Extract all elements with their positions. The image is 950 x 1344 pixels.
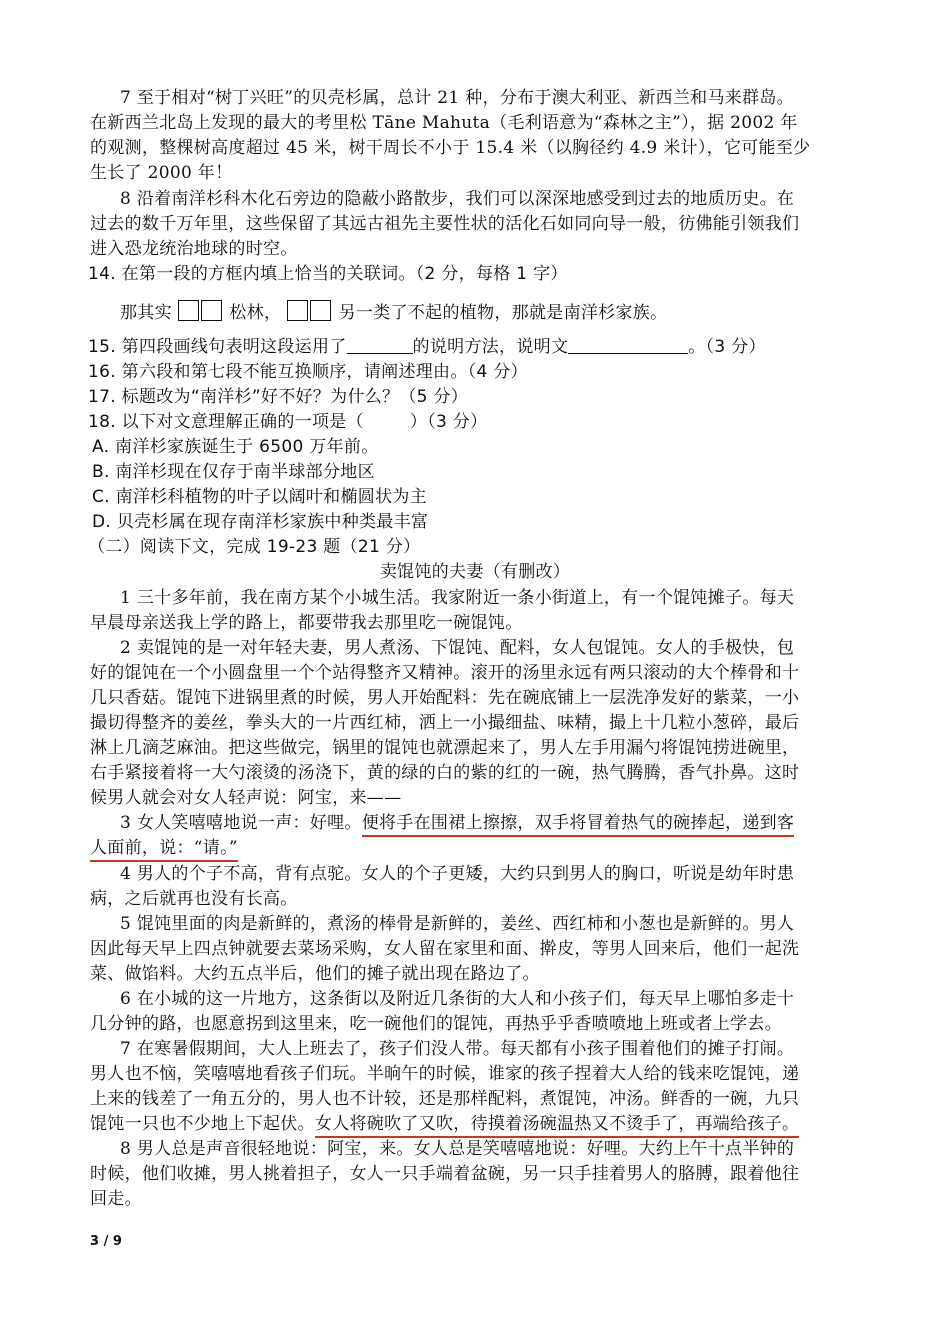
paragraph-8-line-3: 进入恐龙统治地球的时空。 [90,239,298,259]
question-15 [88,335,766,359]
answer-blank-2[interactable] [568,337,688,354]
answer-box-4[interactable] [310,300,331,321]
paragraph-8-line-1: 8 沿着南洋杉科木化石旁边的隐蔽小路散步，我们可以深深地感受到过去的地质历史。在 [120,189,795,209]
question-14: 14. 在第一段的方框内填上恰当的关联词。（2 分，每格 1 字） [88,264,568,284]
story-p1-line-1: 1 三十多年前，我在南方某个小城生活。我家附近一条小街道上，有一个馄饨摊子。每天 [120,588,795,608]
paragraph-8-line-2: 过去的数千万年里，这些保留了其远古祖先主要性状的活化石如同向导一般，彷佛能引领我们 [90,214,800,234]
q18-text-a: 18. 以下对文意理解正确的一项是（ [88,412,364,432]
story-p2-line-1: 2 卖馄饨的是一对年轻夫妻，男人煮汤、下馄饨、配料，女人包馄饨。女人的手极快，包 [120,638,795,658]
story-p7-line-3: 上来的钱差了一角五分的，男人也不计较，还是那样配料，煮馄饨，冲汤。鲜香的一碗，九只 [90,1089,800,1109]
story-p6-line-1: 6 在小城的这一片地方，这条街以及附近几条街的大人和小孩子们，每天早上哪怕多走十 [120,989,795,1009]
story-p2-line-7: 候男人就会对女人轻声说：阿宝，来—— [90,788,402,808]
story-p7-line-1: 7 在寒暑假期间，大人上班去了，孩子们没人带。每天都有小孩子围着他们的摊子打闹。 [120,1039,795,1059]
q14-text-c: 另一类了不起的植物，那就是南洋杉家族。 [338,303,668,323]
story-p7-line-2: 男人也不恼，笑嘻嘻地看孩子们玩。半晌午的时候，谁家的孩子捏着大人给的钱来吃馄饨，递 [90,1064,800,1084]
story-p8-line-2: 时候，他们收摊，男人挑着担子，女人一只手端着盆碗，另一只手挂着男人的胳膊，跟着他往 [90,1164,800,1184]
q15-text-a: 15. 第四段画线句表明这段运用了 [88,337,347,357]
underlined-sentence-2: 女人将碗吹了又吹，待摸着汤碗温热又不烫手了，再端给孩子。 [315,1114,799,1138]
story-p4-line-2: 病，之后就再也没有长高。 [90,889,298,909]
underlined-sentence-1: 便将手在围裙上擦擦，双手将冒着热气的碗捧起，递到客 [362,813,795,837]
option-c: C. 南洋杉科植物的叶子以阔叶和椭圆状为主 [92,487,427,507]
p3-plain-text: 3 女人笑嘻嘻地说一声：好哩。 [120,813,362,833]
story-p2-line-3: 几只香菇。馄饨下进锅里煮的时候，男人开始配料：先在碗底铺上一层洗净发好的紫菜，一小 [90,688,800,708]
story-p5-line-2: 因此每天早上四点钟就要去菜场采购，女人留在家里和面、擀皮，等男人回来后，他们一起洗 [90,939,800,959]
option-a: A. 南洋杉家族诞生于 6500 万年前。 [92,437,379,457]
answer-box-1[interactable] [178,300,199,321]
section-heading: （二）阅读下文，完成 19-23 题（21 分） [88,537,421,557]
story-title: 卖馄饨的夫妻（有删改） [379,562,571,582]
p7-plain-text: 馄饨一只也不少地上下起伏。 [90,1114,315,1134]
question-18 [88,410,487,434]
answer-box-3[interactable] [287,300,308,321]
paragraph-7-line-2: 在新西兰北岛上发现的最大的考里松 Tāne Mahuta（毛利语意为“森林之主”），据 2002 年 [90,113,798,133]
q18-text-b: ）（3 分） [409,412,488,432]
answer-blank-1[interactable] [347,337,413,354]
question-16: 16. 第六段和第七段不能互换顺序，请阐述理由。（4 分） [88,362,528,382]
story-p8-line-3: 回走。 [90,1189,142,1209]
story-p5-line-1: 5 馄饨里面的肉是新鲜的，煮汤的棒骨是新鲜的，姜丝、西红柿和小葱也是新鲜的。男人 [120,914,795,934]
story-p5-line-3: 菜、做馅料。大约五点半后，他们的摊子就出现在路边了。 [90,964,540,984]
story-p4-line-1: 4 男人的个子不高，背有点驼。女人的个子更矮，大约只到男人的胸口，听说是幼年时患 [120,864,795,884]
answer-box-2[interactable] [201,300,222,321]
story-p2-line-5: 淋上几滴芝麻油。把这些做完，锅里的馄饨也就漂起来了，男人左手用漏勺将馄饨捞进碗里， [90,738,800,758]
story-p2-line-6: 右手紧接着将一大勺滚烫的汤浇下，黄的绿的白的紫的红的一碗，热气腾腾，香气扑鼻。这时 [90,763,800,783]
story-p2-line-4: 撮切得整齐的姜丝，拳头大的一片西红柿，洒上一小撮细盐、味精，撮上十几粒小葱碎，最后 [90,713,800,733]
paragraph-7-line-4: 生长了 2000 年！ [90,163,233,183]
underlined-sentence-1-end: 人面前，说：“请。” [90,838,238,862]
story-p7-line-4 [90,1112,799,1136]
story-p3-line-2 [90,836,238,860]
q14-text-b: 松林， [229,303,282,323]
story-p3-line-1 [120,811,794,835]
page-number: 3 / 9 [90,1234,122,1249]
story-p6-line-2: 几分钟的路，也愿意拐到这里来，吃一碗他们的馄饨，再热乎乎香喷喷地上班或者上学去。 [90,1014,782,1034]
q15-text-b: 的说明方法，说明文 [412,337,569,357]
q15-text-c: 。（3 分） [688,337,766,357]
question-17: 17. 标题改为“南洋杉”好不好？为什么？（5 分） [88,387,469,407]
story-p2-line-2: 好的馄饨在一个小圆盘里一个个站得整齐又精神。滚开的汤里永远有两只滚动的大个棒骨和十 [90,663,800,683]
option-d: D. 贝壳杉属在现存南洋杉家族中种类最丰富 [92,512,429,532]
story-p1-line-2: 早晨母亲送我上学的路上，都要带我去那里吃一碗馄饨。 [90,613,523,633]
paragraph-7-line-3: 的观测，整棵树高度超过 45 米，树干周长不小于 15.4 米（以胸径约 4.9 米计），它可能至少 [90,138,811,158]
q14-text-a: 那其实 [120,303,172,323]
question-14-sentence [120,300,667,325]
option-b: B. 南洋杉现在仅存于南半球部分地区 [92,462,375,482]
paragraph-7-line-1: 7 至于相对“树丁兴旺”的贝壳杉属，总计 21 种，分布于澳大利亚、新西兰和马来群岛。 [120,88,794,108]
story-p8-line-1: 8 男人总是声音很轻地说：阿宝，来。女人总是笑嘻嘻地说：好哩。大约上午十点半钟的 [120,1139,795,1159]
